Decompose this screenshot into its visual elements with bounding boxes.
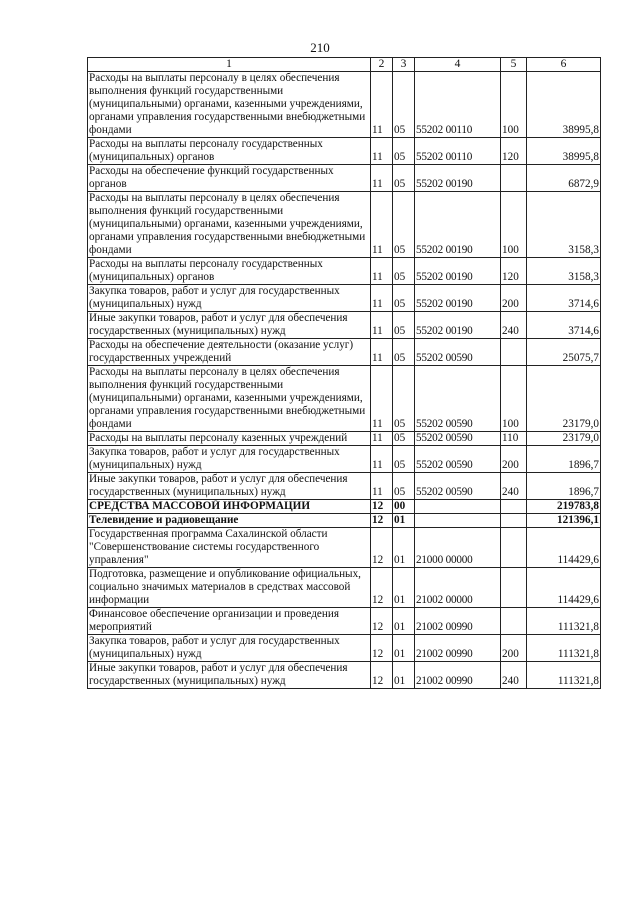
row-subsection: 01 bbox=[393, 568, 415, 608]
row-name: Закупка товаров, работ и услуг для государственных (муниципальных) нужд bbox=[88, 446, 371, 473]
row-target-code: 55202 00590 bbox=[415, 446, 501, 473]
row-subsection: 05 bbox=[393, 312, 415, 339]
row-subsection: 05 bbox=[393, 138, 415, 165]
header-col-3: 3 bbox=[393, 58, 415, 72]
row-target-code bbox=[415, 500, 501, 514]
row-amount: 3714,6 bbox=[527, 285, 601, 312]
table-row bbox=[88, 192, 601, 258]
row-section: 12 bbox=[371, 500, 393, 514]
row-name: Иные закупки товаров, работ и услуг для обеспечения государственных (муниципальных) нужд bbox=[88, 473, 371, 500]
row-amount: 25075,7 bbox=[527, 339, 601, 366]
row-subsection: 00 bbox=[393, 500, 415, 514]
row-expense-type: 200 bbox=[501, 285, 527, 312]
table-row bbox=[88, 446, 601, 473]
row-expense-type: 240 bbox=[501, 312, 527, 339]
row-subsection: 05 bbox=[393, 432, 415, 446]
row-target-code: 21002 00990 bbox=[415, 635, 501, 662]
row-section: 11 bbox=[371, 72, 393, 138]
row-name: Закупка товаров, работ и услуг для государственных (муниципальных) нужд bbox=[88, 635, 371, 662]
row-expense-type: 120 bbox=[501, 138, 527, 165]
table-row bbox=[88, 635, 601, 662]
row-section: 12 bbox=[371, 568, 393, 608]
row-subsection: 05 bbox=[393, 446, 415, 473]
row-section: 11 bbox=[371, 473, 393, 500]
row-expense-type: 100 bbox=[501, 72, 527, 138]
row-amount: 23179,0 bbox=[527, 366, 601, 432]
row-name: Финансовое обеспечение организации и проведения мероприятий bbox=[88, 608, 371, 635]
table-row bbox=[88, 72, 601, 138]
row-target-code: 55202 00590 bbox=[415, 432, 501, 446]
row-expense-type bbox=[501, 528, 527, 568]
row-target-code: 21002 00990 bbox=[415, 662, 501, 689]
table-row bbox=[88, 285, 601, 312]
row-amount: 38995,8 bbox=[527, 138, 601, 165]
row-subsection: 01 bbox=[393, 514, 415, 528]
row-amount: 114429,6 bbox=[527, 568, 601, 608]
table-row bbox=[88, 473, 601, 500]
row-section: 11 bbox=[371, 192, 393, 258]
row-section: 12 bbox=[371, 608, 393, 635]
row-subsection: 05 bbox=[393, 165, 415, 192]
row-expense-type bbox=[501, 165, 527, 192]
row-section: 12 bbox=[371, 528, 393, 568]
row-name: Расходы на выплаты персоналу в целях обеспечения выполнения функций государственными (муниципальными) органами, казенными учреждениями, органами управления государственными внебюджетными фондами bbox=[88, 72, 371, 138]
row-amount: 1896,7 bbox=[527, 446, 601, 473]
row-subsection: 05 bbox=[393, 258, 415, 285]
row-expense-type bbox=[501, 608, 527, 635]
row-subsection: 01 bbox=[393, 662, 415, 689]
row-expense-type bbox=[501, 500, 527, 514]
row-amount: 114429,6 bbox=[527, 528, 601, 568]
row-name: СРЕДСТВА МАССОВОЙ ИНФОРМАЦИИ bbox=[88, 500, 371, 514]
table-row bbox=[88, 500, 601, 514]
row-subsection: 05 bbox=[393, 72, 415, 138]
row-amount: 121396,1 bbox=[527, 514, 601, 528]
header-col-6: 6 bbox=[527, 58, 601, 72]
row-name: Расходы на выплаты персоналу государственных (муниципальных) органов bbox=[88, 258, 371, 285]
row-subsection: 01 bbox=[393, 528, 415, 568]
row-amount: 111321,8 bbox=[527, 635, 601, 662]
table-row bbox=[88, 608, 601, 635]
header-col-1: 1 bbox=[88, 58, 371, 72]
row-amount: 1896,7 bbox=[527, 473, 601, 500]
row-expense-type: 200 bbox=[501, 446, 527, 473]
row-target-code: 55202 00110 bbox=[415, 138, 501, 165]
budget-table bbox=[87, 57, 601, 689]
row-name: Государственная программа Сахалинской области "Совершенствование системы государственного управления" bbox=[88, 528, 371, 568]
row-expense-type bbox=[501, 568, 527, 608]
table-row bbox=[88, 258, 601, 285]
table-row bbox=[88, 514, 601, 528]
row-section: 11 bbox=[371, 339, 393, 366]
row-name: Расходы на обеспечение деятельности (оказание услуг) государственных учреждений bbox=[88, 339, 371, 366]
row-target-code: 21002 00990 bbox=[415, 608, 501, 635]
header-row bbox=[88, 58, 601, 72]
row-expense-type bbox=[501, 514, 527, 528]
header-col-2: 2 bbox=[371, 58, 393, 72]
row-amount: 3158,3 bbox=[527, 258, 601, 285]
row-section: 11 bbox=[371, 432, 393, 446]
row-target-code: 21000 00000 bbox=[415, 528, 501, 568]
row-name: Телевидение и радиовещание bbox=[88, 514, 371, 528]
header-col-5: 5 bbox=[501, 58, 527, 72]
row-amount: 111321,8 bbox=[527, 608, 601, 635]
row-subsection: 05 bbox=[393, 366, 415, 432]
row-name: Закупка товаров, работ и услуг для государственных (муниципальных) нужд bbox=[88, 285, 371, 312]
row-section: 11 bbox=[371, 446, 393, 473]
row-name: Расходы на выплаты персоналу государственных (муниципальных) органов bbox=[88, 138, 371, 165]
row-expense-type: 240 bbox=[501, 473, 527, 500]
row-section: 12 bbox=[371, 514, 393, 528]
row-subsection: 05 bbox=[393, 285, 415, 312]
row-expense-type: 200 bbox=[501, 635, 527, 662]
row-name: Расходы на выплаты персоналу в целях обеспечения выполнения функций государственными (муниципальными) органами, казенными учреждениями, органами управления государственными внебюджетными фондами bbox=[88, 192, 371, 258]
row-name: Расходы на выплаты персоналу в целях обеспечения выполнения функций государственными (муниципальными) органами, казенными учреждениями, органами управления государственными внебюджетными фондами bbox=[88, 366, 371, 432]
row-expense-type: 120 bbox=[501, 258, 527, 285]
row-expense-type: 240 bbox=[501, 662, 527, 689]
row-target-code: 55202 00190 bbox=[415, 165, 501, 192]
row-target-code: 55202 00590 bbox=[415, 339, 501, 366]
row-amount: 38995,8 bbox=[527, 72, 601, 138]
row-target-code: 55202 00590 bbox=[415, 366, 501, 432]
row-target-code: 55202 00190 bbox=[415, 192, 501, 258]
row-amount: 3714,6 bbox=[527, 312, 601, 339]
row-subsection: 05 bbox=[393, 339, 415, 366]
row-target-code: 21002 00000 bbox=[415, 568, 501, 608]
row-amount: 111321,8 bbox=[527, 662, 601, 689]
header-col-4: 4 bbox=[415, 58, 501, 72]
table-row bbox=[88, 568, 601, 608]
row-section: 11 bbox=[371, 285, 393, 312]
row-target-code: 55202 00190 bbox=[415, 312, 501, 339]
row-section: 12 bbox=[371, 635, 393, 662]
table-row bbox=[88, 165, 601, 192]
row-subsection: 01 bbox=[393, 635, 415, 662]
row-expense-type: 100 bbox=[501, 192, 527, 258]
row-section: 11 bbox=[371, 366, 393, 432]
table-row bbox=[88, 312, 601, 339]
row-name: Расходы на выплаты персоналу казенных учреждений bbox=[88, 432, 371, 446]
row-section: 11 bbox=[371, 165, 393, 192]
table-row bbox=[88, 528, 601, 568]
row-amount: 6872,9 bbox=[527, 165, 601, 192]
table-row bbox=[88, 339, 601, 366]
row-section: 11 bbox=[371, 258, 393, 285]
row-section: 12 bbox=[371, 662, 393, 689]
row-name: Подготовка, размещение и опубликование официальных, социально значимых материалов в средствах массовой информации bbox=[88, 568, 371, 608]
row-subsection: 05 bbox=[393, 192, 415, 258]
row-expense-type: 110 bbox=[501, 432, 527, 446]
row-name: Расходы на обеспечение функций государственных органов bbox=[88, 165, 371, 192]
row-subsection: 01 bbox=[393, 608, 415, 635]
table-row bbox=[88, 432, 601, 446]
page-number: 210 bbox=[310, 40, 330, 55]
row-target-code: 55202 00190 bbox=[415, 285, 501, 312]
table-row bbox=[88, 366, 601, 432]
row-target-code bbox=[415, 514, 501, 528]
row-amount: 219783,8 bbox=[527, 500, 601, 514]
row-section: 11 bbox=[371, 138, 393, 165]
row-name: Иные закупки товаров, работ и услуг для обеспечения государственных (муниципальных) нужд bbox=[88, 312, 371, 339]
row-target-code: 55202 00110 bbox=[415, 72, 501, 138]
row-subsection: 05 bbox=[393, 473, 415, 500]
row-expense-type: 100 bbox=[501, 366, 527, 432]
row-name: Иные закупки товаров, работ и услуг для обеспечения государственных (муниципальных) нужд bbox=[88, 662, 371, 689]
row-target-code: 55202 00590 bbox=[415, 473, 501, 500]
table-row bbox=[88, 662, 601, 689]
row-amount: 23179,0 bbox=[527, 432, 601, 446]
table-row bbox=[88, 138, 601, 165]
row-target-code: 55202 00190 bbox=[415, 258, 501, 285]
row-amount: 3158,3 bbox=[527, 192, 601, 258]
row-expense-type bbox=[501, 339, 527, 366]
row-section: 11 bbox=[371, 312, 393, 339]
